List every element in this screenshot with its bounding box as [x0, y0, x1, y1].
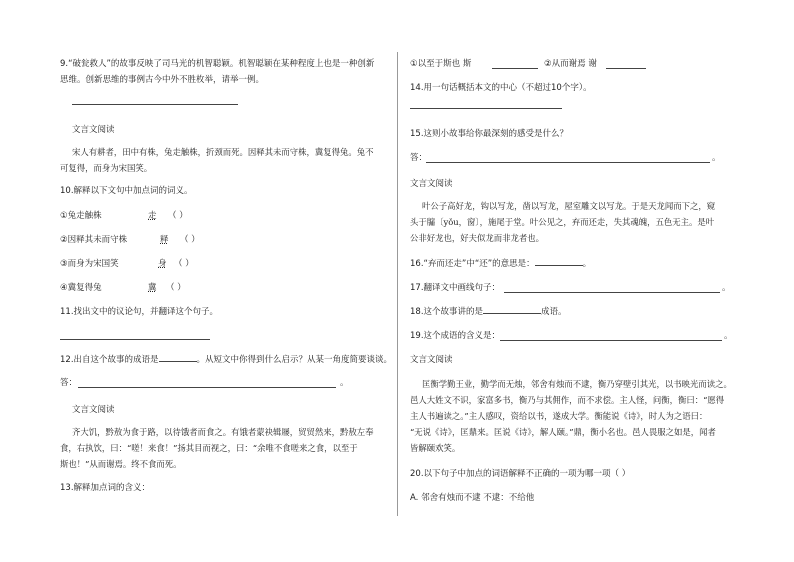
q18-prompt [410, 306, 567, 318]
q10-prompt: 10.解释以下文句中加点词的词义。 [60, 186, 193, 196]
q17-answer-line[interactable] [504, 292, 720, 293]
passage2-line1: 齐大饥，黔敖为食于路，以待饿者而食之。有饿者蒙袂辑屦，贸贸然来，黔敖左奉 [72, 427, 374, 437]
passage2-line3: 斯也！”从而谢焉。终不食而死。 [60, 459, 182, 469]
q10b-word: 释 [160, 235, 169, 245]
q10a-phrase: ①兔走触株 [60, 211, 102, 221]
q14-prompt: 14.用一句话概括本文的中心（不超过10个字）。 [410, 83, 592, 93]
q12-answer-line[interactable] [78, 387, 336, 388]
passage2-line2: 食，右执饮，曰：“嗟！来食！”扬其目而视之，曰：“余唯不食嗟来之食，以至于 [60, 443, 358, 453]
q20-prompt: 20.以下句子中加点的词语解释不正确的一项为哪一项（ ） [410, 469, 631, 479]
q15-prompt: 15.这则小故事给你最深刻的感受是什么？ [410, 129, 569, 139]
q13b-answer-line[interactable] [606, 68, 646, 69]
q13a-item: ①以至于斯也 斯 [410, 59, 472, 69]
q15-answer-line[interactable] [426, 162, 710, 163]
q20-option-a[interactable]: A. 邻舍有烛而不逮 不逮：不给他 [410, 493, 535, 503]
q10d-paren[interactable]: （ ） [166, 283, 186, 293]
q9-answer-line[interactable] [72, 104, 238, 105]
section-heading-2: 文言文阅读 [72, 405, 115, 415]
section-heading-3: 文言文阅读 [410, 179, 453, 189]
q19-answer-line[interactable] [500, 340, 722, 341]
q10b-paren[interactable]: （ ） [180, 235, 200, 245]
section-heading-1: 文言文阅读 [72, 125, 115, 135]
q12-suffix: 。从短文中你得到什么启示？从某一角度简要谈谈。 [196, 355, 393, 365]
q12-answer-label: 答： [60, 378, 78, 388]
q17-period: 。 [722, 283, 731, 293]
q12-idiom-blank[interactable] [159, 361, 197, 362]
q9-line1: 9.“破瓮救人”的故事反映了司马光的机智聪颖。机智聪颖在某种程度上也是一种创新 [60, 59, 375, 69]
q15-answer-label: 答： [410, 153, 428, 163]
q13-prompt: 13.解释加点词的含义： [60, 483, 151, 493]
q13b-item: ②从而谢焉 谢 [544, 59, 597, 69]
q11-prompt: 11.找出文中的议论句，并翻译这个句子。 [60, 307, 219, 317]
passage3-line2: 头于牖〔yǒu，窗〕，施尾于堂。叶公见之，弃而还走，失其魂魄，五色无主。是叶 [410, 217, 715, 227]
q13a-answer-line[interactable] [492, 68, 538, 69]
passage1-line1: 宋人有耕者，田中有株，兔走触株，折颈而死。因释其未而守株，冀复得兔。兔不 [72, 147, 374, 157]
q12-answer-period: 。 [340, 378, 349, 388]
q18-suffix: 成语。 [541, 307, 567, 317]
passage3-line3: 公非好龙也，好夫似龙而非龙者也。 [410, 233, 544, 243]
q10c-paren[interactable]: （ ） [174, 259, 194, 269]
passage4-line5: 皆解颐欢笑。 [410, 443, 461, 453]
passage3-line1: 叶公子高好龙，钩以写龙，凿以写龙，屋室雕文以写龙。于是天龙闻而下之，窥 [422, 201, 716, 211]
passage4-line2: 邑人大姓文不识，家富多书，衡乃与其佣作，而不求偿。主人怪，问衡，衡曰：“愿得 [410, 395, 725, 405]
column-divider [397, 52, 398, 516]
q16-prompt [410, 258, 591, 270]
q12-prompt [60, 354, 392, 366]
q10d-word: 冀 [148, 283, 157, 293]
q10c-word: 身 [158, 259, 167, 269]
q11-answer-line[interactable] [60, 339, 210, 340]
q15-answer-period: 。 [712, 153, 721, 163]
passage4-line4: “无说《诗》，匡鼎来。匡说《诗》，解人颐。”鼎，衡小名也。邑人畏服之如是，闻者 [410, 427, 716, 437]
passage4-line1: 匡衡学勤王业，勤学而无烛，邻舍有烛而不逮，衡乃穿壁引其光，以书映光而读之。 [422, 379, 732, 389]
q10c-phrase: ③而身为宋国笑 [60, 259, 119, 269]
q17-prompt: 17.翻译文中画线句子： [410, 283, 501, 293]
q10a-word: 走 [148, 211, 157, 221]
q12-prefix: 12.出自这个故事的成语是 [60, 355, 159, 365]
passage1-line2: 可复得，而身为宋国笑。 [60, 163, 153, 173]
q9-line2: 思维。创新思维的事例古今中外不胜枚举，请举一例。 [60, 75, 265, 85]
q10d-phrase: ④冀复得兔 [60, 283, 102, 293]
q14-answer-line[interactable] [410, 108, 562, 109]
passage4-line3: 主人书遍读之。”主人感叹，资给以书，遂成大学。衡能说《诗》，时人为之语曰： [410, 411, 708, 421]
q10a-paren[interactable]: （ ） [168, 211, 188, 221]
q18-idiom-blank[interactable] [483, 313, 541, 314]
q19-period: 。 [724, 331, 733, 341]
q18-prefix: 18.这个故事讲的是 [410, 307, 484, 317]
q16-prefix: 16.“弃而还走”中“还”的意思是： [410, 259, 535, 269]
q19-prompt: 19.这个成语的含义是： [410, 331, 501, 341]
q16-answer-blank[interactable] [535, 265, 583, 266]
q16-period: 。 [582, 259, 592, 269]
section-heading-4: 文言文阅读 [410, 355, 453, 365]
q10b-phrase: ②因释其未而守株 [60, 235, 128, 245]
